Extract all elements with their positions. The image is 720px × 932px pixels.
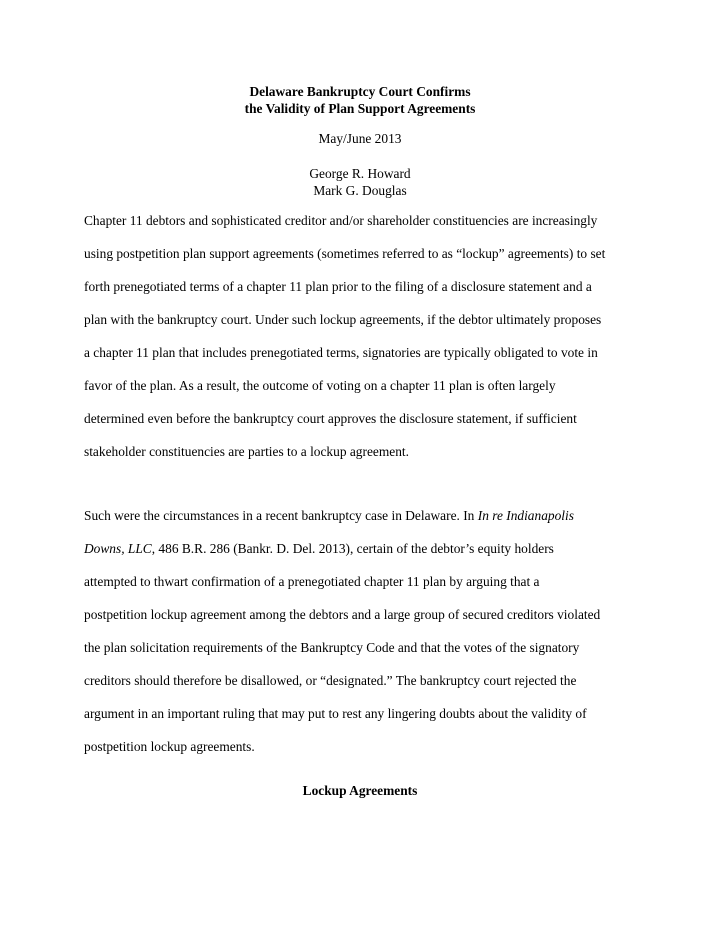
paragraph-line: attempted to thwart confirmation of a prenegotiated chapter 11 plan by arguing that a bbox=[84, 574, 540, 589]
case-name-italic: Downs, LLC bbox=[84, 541, 152, 556]
paragraph-line: favor of the plan. As a result, the outcome of voting on a chapter 11 plan is often largely bbox=[84, 378, 556, 393]
section-heading: Lockup Agreements bbox=[302, 783, 418, 798]
paragraph-line: stakeholder constituencies are parties to a lockup agreement. bbox=[84, 444, 409, 459]
paragraph-line: the plan solicitation requirements of the Bankruptcy Code and that the votes of the signatory bbox=[84, 640, 580, 655]
paragraph-text: Such were the circumstances in a recent bankruptcy case in Delaware. In bbox=[84, 508, 478, 523]
author-name: Mark G. Douglas bbox=[313, 183, 407, 198]
paragraph-line: forth prenegotiated terms of a chapter 11 plan prior to the filing of a disclosure statement and a bbox=[84, 279, 592, 294]
paragraph-line: Chapter 11 debtors and sophisticated creditor and/or shareholder constituencies are increasingly bbox=[84, 213, 598, 228]
paragraph-line bbox=[84, 541, 554, 557]
document-title-line-1: Delaware Bankruptcy Court Confirms bbox=[249, 84, 471, 99]
paragraph-line bbox=[84, 508, 574, 524]
paragraph-line: using postpetition plan support agreements (sometimes referred to as “lockup” agreements) to set bbox=[84, 246, 606, 261]
paragraph-line: argument in an important ruling that may put to rest any lingering doubts about the validity of bbox=[84, 706, 587, 721]
publication-date: May/June 2013 bbox=[318, 131, 402, 146]
author-name: George R. Howard bbox=[309, 166, 411, 181]
paragraph-line: a chapter 11 plan that includes prenegotiated terms, signatories are typically obligated to vote in bbox=[84, 345, 598, 360]
document-title-line-2: the Validity of Plan Support Agreements bbox=[244, 101, 476, 116]
case-name-italic: In re Indianapolis bbox=[477, 508, 574, 523]
paragraph-text: , 486 B.R. 286 (Bankr. D. Del. 2013), certain of the debtor’s equity holders bbox=[151, 541, 554, 556]
paragraph-line: creditors should therefore be disallowed, or “designated.” The bankruptcy court rejected the bbox=[84, 673, 577, 688]
paragraph-line: determined even before the bankruptcy court approves the disclosure statement, if sufficient bbox=[84, 411, 577, 426]
paragraph-line: plan with the bankruptcy court. Under such lockup agreements, if the debtor ultimately proposes bbox=[84, 312, 602, 327]
paragraph-line: postpetition lockup agreement among the debtors and a large group of secured creditors violated bbox=[84, 607, 601, 622]
paragraph-line: postpetition lockup agreements. bbox=[84, 739, 255, 754]
